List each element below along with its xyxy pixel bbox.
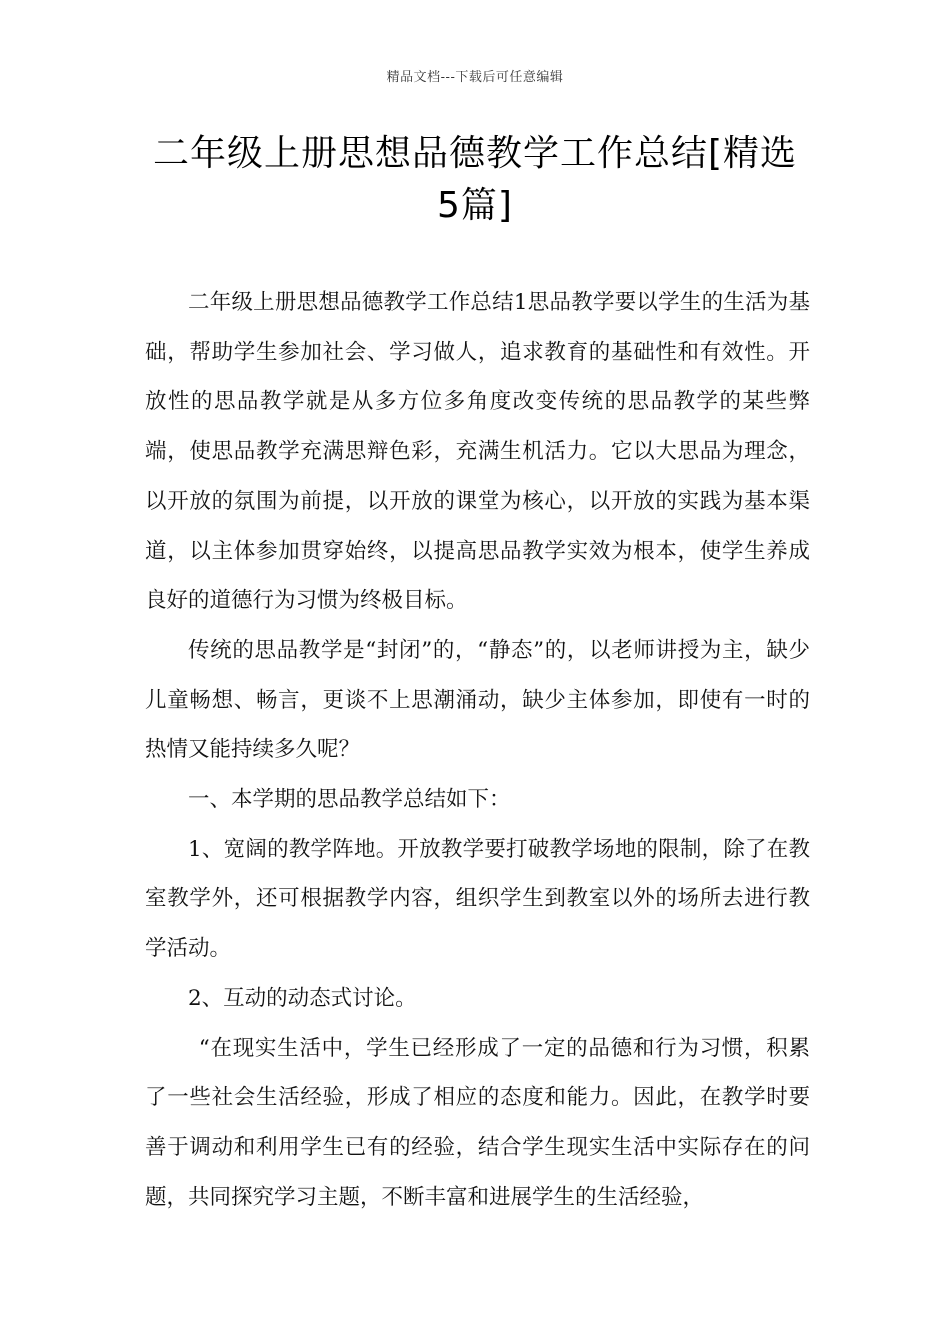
list-item-1: 1、宽阔的教学阵地。开放教学要打破教学场地的限制，除了在教室教学外，还可根据教学内容，组织学生到教室以外的场所去进行教学活动。 bbox=[145, 836, 810, 962]
list-item-2: 2、互动的动态式讨论。 bbox=[188, 985, 417, 1011]
page-header: 精品文档---下载后可任意编辑 bbox=[386, 70, 564, 85]
document-body bbox=[145, 278, 810, 1222]
section-heading: 一、本学期的思品教学总结如下： bbox=[188, 787, 511, 813]
document-title: 二年级上册思想品德教学工作总结[精选5篇] bbox=[152, 133, 798, 226]
paragraph-quote: “在现实生活中，学生已经形成了一定的品德和行为习惯，积累了一些社会生活经验，形成了相应的态度和能力。因此，在教学时要善于调动和利用学生已有的经验，结合学生现实生活中实际存在的问题，共同探究学习主题，不断丰富和进展学生的生活经验， bbox=[145, 1035, 810, 1210]
paragraph-traditional: 传统的思品教学是“封闭”的，“静态”的，以老师讲授为主，缺少儿童畅想、畅言，更谈不上思潮涌动，缺少主体参加，即使有一时的热情又能持续多久呢？ bbox=[145, 637, 810, 763]
paragraph-intro: 二年级上册思想品德教学工作总结1思品教学要以学生的生活为基础，帮助学生参加社会、学习做人，追求教育的基础性和有效性。开放性的思品教学就是从多方位多角度改变传统的思品教学的某些弊端，使思品教学充满思辩色彩，充满生机活力。它以大思品为理念，以开放的氛围为前提，以开放的课堂为核心，以开放的实践为基本渠道，以主体参加贯穿始终，以提高思品教学实效为根本，使学生养成良好的道德行为习惯为终极目标。 bbox=[145, 290, 810, 614]
